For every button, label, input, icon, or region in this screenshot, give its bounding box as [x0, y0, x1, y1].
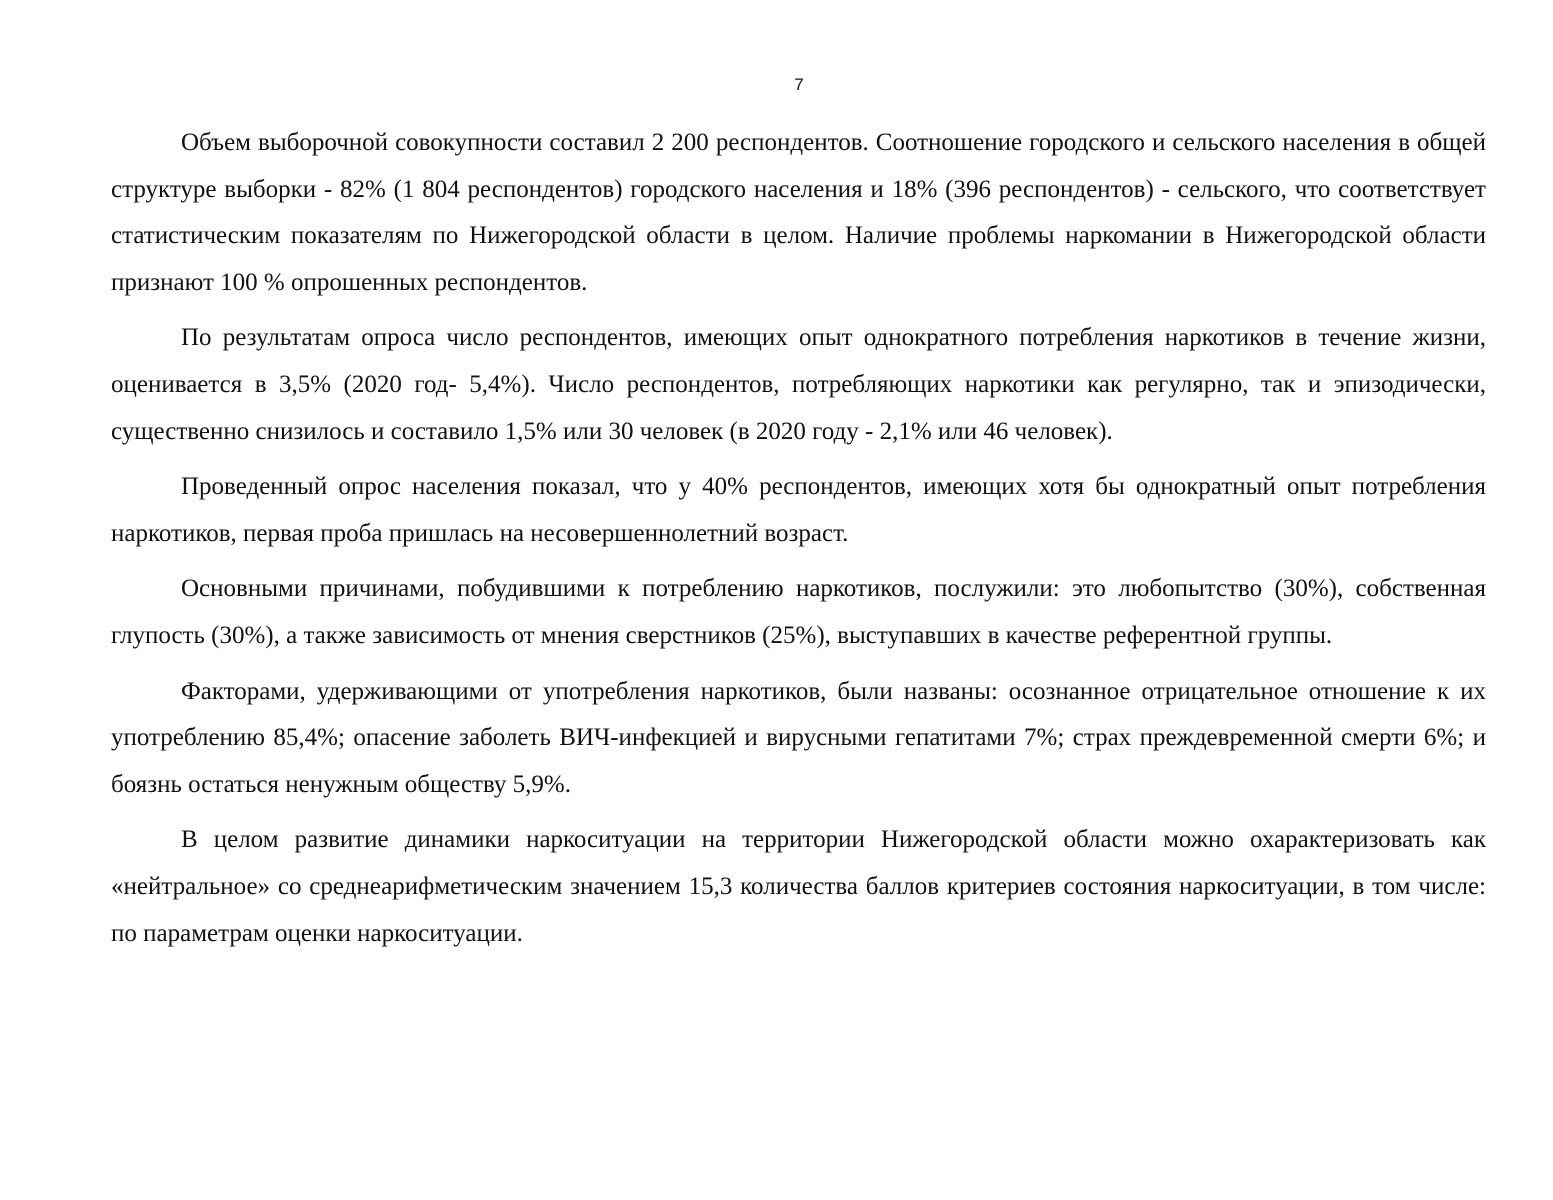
paragraph-main-reasons: Основными причинами, побудившими к потреблению наркотиков, послужили: это любопытство (30%), собственная глупость (30%), а также зависимость от мнения сверстников (25%), выступавших в качестве референтной группы.: [111, 575, 1486, 649]
page-number: 7: [794, 75, 804, 94]
paragraph-overall-assessment: В целом развитие динамики наркоситуации на территории Нижегородской области можно охарактеризовать как «нейтральное» со среднеарифметическим значением 15,3 количества баллов критериев состояния наркоситуации, в том числе: по параметрам оценки наркоситуации.: [111, 826, 1486, 947]
paragraph-consumption-experience: По результатам опроса число респондентов, имеющих опыт однократного потребления наркотиков в течение жизни, оценивается в 3,5% (2020 год- 5,4%). Число респондентов, потребляющих наркотики как регулярно, так и эпизодически, существенно снизилось и составило 1,5% или 30 человек (в 2020 году - 2,1% или 46 человек).: [111, 324, 1486, 445]
paragraph-deterrent-factors: Факторами, удерживающими от употребления наркотиков, были названы: осознанное отрицательное отношение к их употреблению 85,4%; опасение заболеть ВИЧ-инфекцией и вирусными гепатитами 7%; страх преждевременной смерти 6%; и боязнь остаться ненужным обществу 5,9%.: [111, 677, 1486, 798]
paragraph-sample-size: Объем выборочной совокупности составил 2 200 респондентов. Соотношение городского и сельского населения в общей структуре выборки - 82% (1 804 респондентов) городского населения и 18% (396 респондентов) - сельского, что соответствует статистическим показателям по Нижегородской области в целом. Наличие проблемы наркомании в Нижегородской области признают 100 % опрошенных респондентов.: [111, 129, 1486, 296]
document-body: [111, 120, 1486, 966]
paragraph-first-trial-age: Проведенный опрос населения показал, что у 40% респондентов, имеющих хотя бы однократный опыт потребления наркотиков, первая проба пришлась на несовершеннолетний возраст.: [111, 473, 1486, 547]
